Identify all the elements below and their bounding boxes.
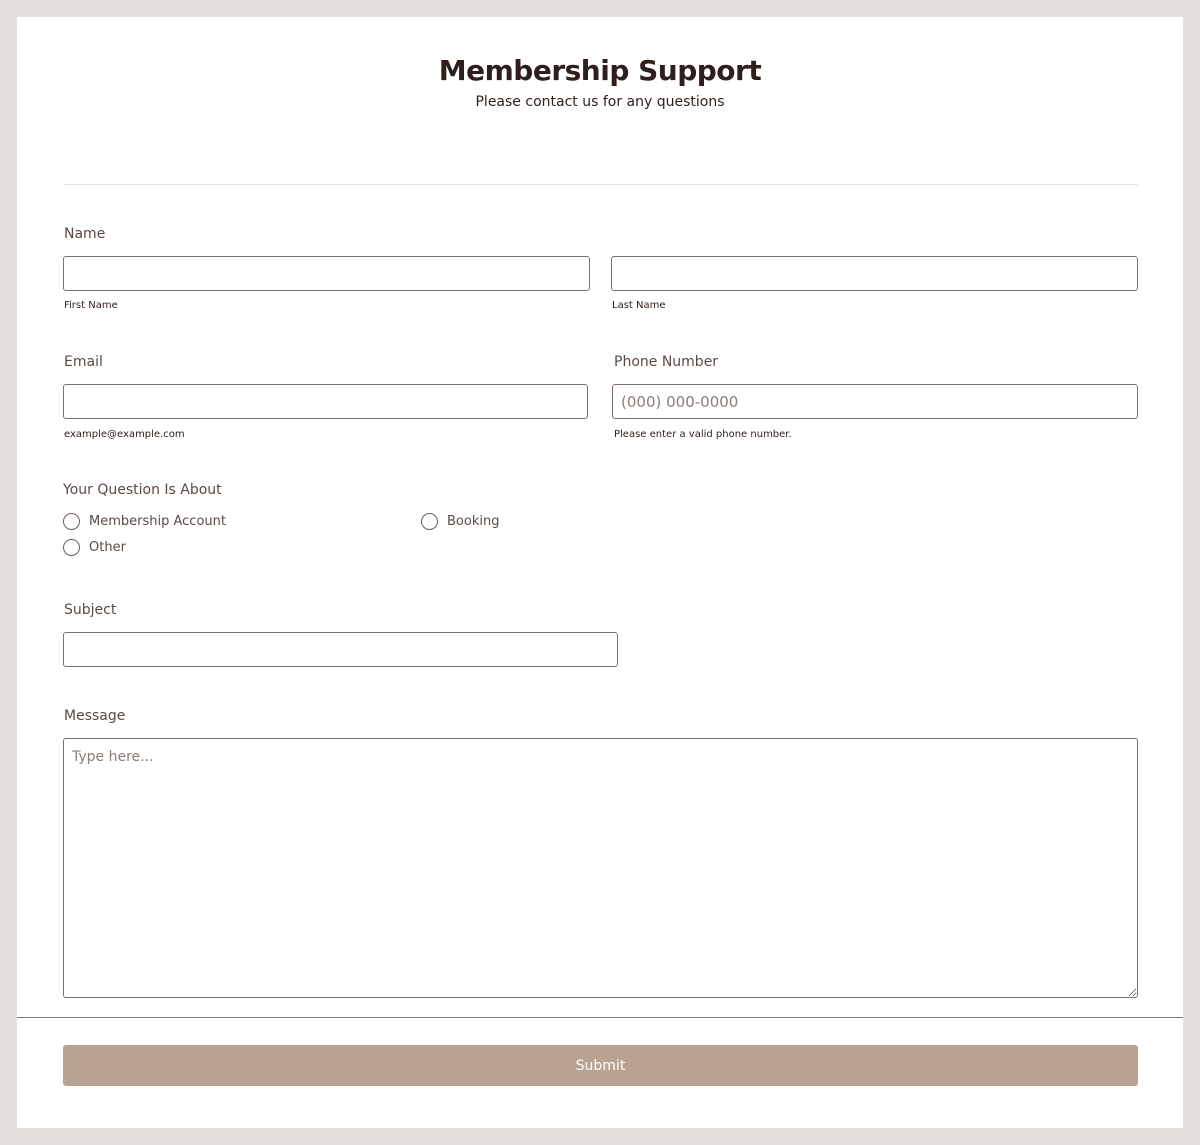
radio-circle-icon[interactable]: [421, 513, 438, 530]
message-textarea[interactable]: [63, 738, 1138, 998]
last-name-input[interactable]: [611, 256, 1138, 291]
radio-circle-icon[interactable]: [63, 539, 80, 556]
phone-sublabel: Please enter a valid phone number.: [614, 429, 792, 440]
header-divider: [63, 184, 1138, 185]
message-label: Message: [64, 708, 126, 724]
name-label: Name: [64, 226, 106, 242]
page-title: Membership Support: [438, 54, 762, 87]
radio-membership-account[interactable]: [63, 513, 226, 530]
radio-label: Booking: [447, 514, 500, 529]
radio-label: Membership Account: [89, 514, 226, 529]
page-subtitle: Please contact us for any questions: [475, 94, 725, 110]
question-label: Your Question Is About: [63, 482, 222, 498]
radio-booking[interactable]: [421, 513, 499, 530]
email-label: Email: [64, 354, 103, 370]
last-name-sublabel: Last Name: [612, 300, 666, 311]
first-name-input[interactable]: [63, 256, 590, 291]
email-sublabel: example@example.com: [64, 429, 185, 440]
radio-circle-icon[interactable]: [63, 513, 80, 530]
radio-label: Other: [89, 540, 126, 555]
phone-label: Phone Number: [614, 354, 719, 370]
submit-button[interactable]: Submit: [63, 1045, 1138, 1086]
footer-divider: [17, 1017, 1183, 1018]
first-name-sublabel: First Name: [64, 300, 118, 311]
subject-label: Subject: [64, 602, 117, 618]
subject-input[interactable]: [63, 632, 618, 667]
phone-input[interactable]: [612, 384, 1138, 419]
radio-other[interactable]: [63, 539, 126, 556]
email-input[interactable]: [63, 384, 588, 419]
form-card: [17, 17, 1183, 1128]
